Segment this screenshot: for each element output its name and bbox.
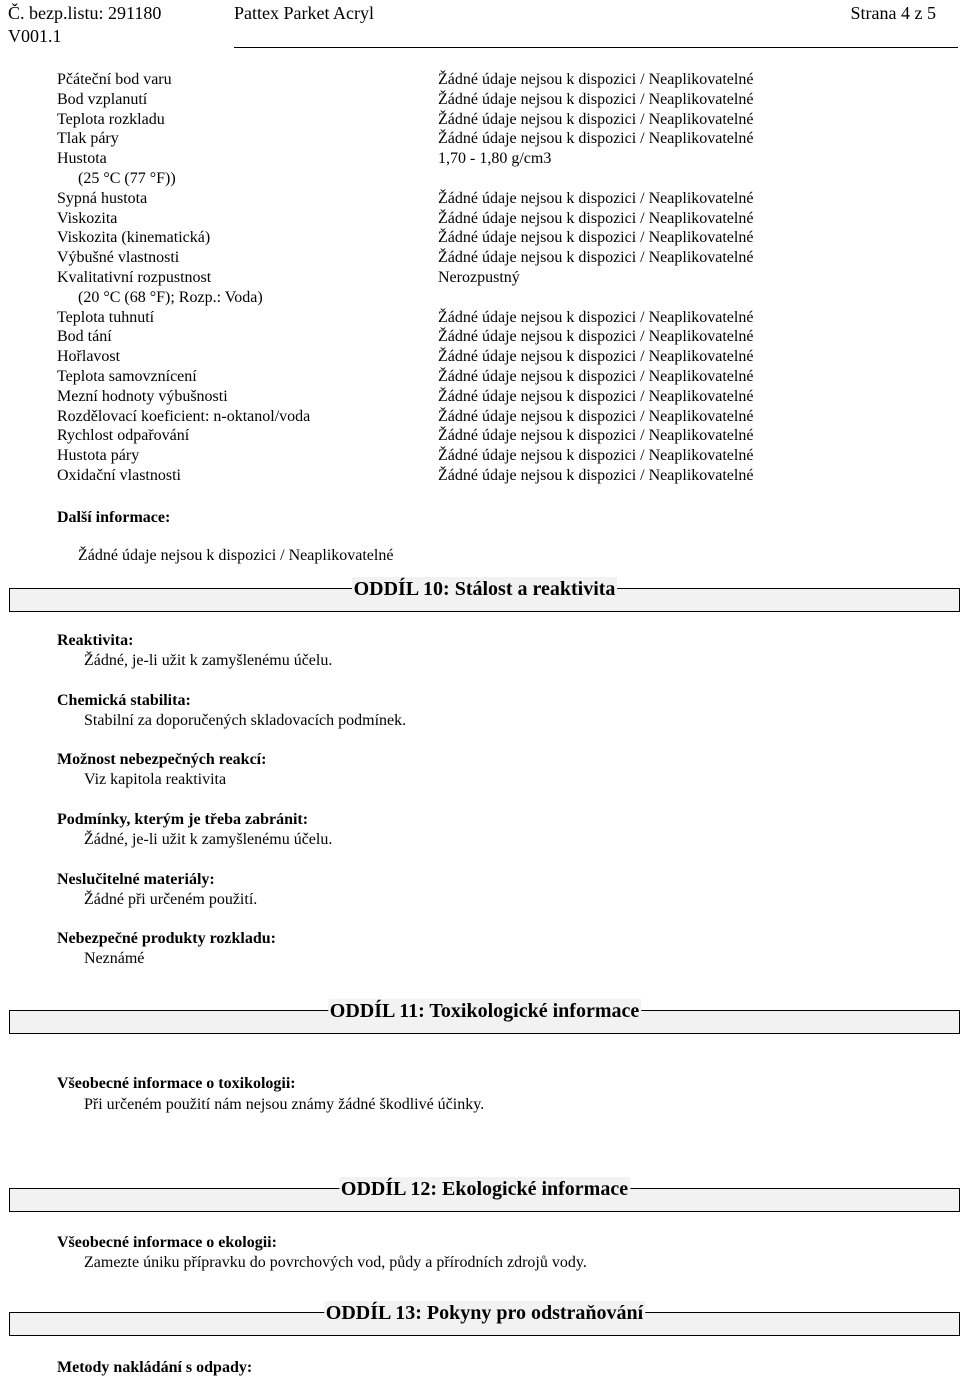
toxicology-heading: Všeobecné informace o toxikologii: bbox=[57, 1075, 296, 1092]
property-value: Žádné údaje nejsou k dispozici / Neaplikovatelné bbox=[438, 130, 754, 148]
property-value: Žádné údaje nejsou k dispozici / Neaplikovatelné bbox=[438, 447, 754, 465]
ecology-heading: Všeobecné informace o ekologii: bbox=[57, 1234, 277, 1251]
property-value: Žádné údaje nejsou k dispozici / Neaplikovatelné bbox=[438, 466, 754, 484]
property-label: Hořlavost bbox=[57, 348, 121, 366]
section-10-bar bbox=[9, 578, 960, 612]
property-label: Oxidační vlastnosti bbox=[57, 466, 181, 484]
incompatible-materials-text: Žádné při určeném použití. bbox=[84, 891, 258, 908]
property-row bbox=[57, 70, 937, 90]
property-label: Pčáteční bod varu bbox=[57, 71, 172, 88]
property-row bbox=[57, 110, 937, 130]
property-row bbox=[57, 169, 937, 189]
property-label: Viskozita bbox=[57, 209, 118, 227]
property-row bbox=[57, 466, 937, 486]
decomposition-products-heading: Nebezpečné produkty rozkladu: bbox=[57, 930, 276, 947]
other-info-heading: Další informace: bbox=[57, 509, 171, 526]
property-value: Žádné údaje nejsou k dispozici / Neaplikovatelné bbox=[438, 348, 754, 366]
property-row bbox=[57, 189, 937, 209]
property-row bbox=[57, 209, 937, 229]
property-label: Bod vzplanutí bbox=[57, 90, 148, 108]
section-12-title: ODDÍL 12: Ekologické informace bbox=[340, 1178, 629, 1200]
property-label: Hustota bbox=[57, 150, 107, 168]
incompatible-materials-heading: Neslučitelné materiály: bbox=[57, 871, 215, 888]
header-divider bbox=[234, 47, 958, 48]
property-value: Žádné údaje nejsou k dispozici / Neaplikovatelné bbox=[438, 249, 754, 267]
property-row bbox=[57, 367, 937, 387]
property-value: Nerozpustný bbox=[438, 268, 520, 286]
section-11-title: ODDÍL 11: Toxikologické informace bbox=[329, 1000, 640, 1022]
sds-number: Č. bezp.listu: 291180 bbox=[8, 3, 162, 23]
property-row bbox=[57, 248, 937, 268]
properties-table bbox=[57, 70, 937, 486]
property-value: Žádné údaje nejsou k dispozici / Neaplikovatelné bbox=[438, 367, 754, 385]
property-label: (25 °C (77 °F)) bbox=[78, 169, 176, 187]
property-row bbox=[57, 347, 937, 367]
property-row bbox=[57, 407, 937, 427]
toxicology-text: Při určeném použití nám nejsou známy žádné škodlivé účinky. bbox=[84, 1096, 485, 1113]
property-row bbox=[57, 268, 937, 288]
property-label: Mezní hodnoty výbušnosti bbox=[57, 387, 228, 405]
property-row bbox=[57, 446, 937, 466]
property-row bbox=[57, 149, 937, 169]
property-value: Žádné údaje nejsou k dispozici / Neaplikovatelné bbox=[438, 387, 754, 405]
other-info-text: Žádné údaje nejsou k dispozici / Neaplikovatelné bbox=[78, 547, 394, 564]
property-label: Tlak páry bbox=[57, 130, 119, 148]
hazardous-reactions-text: Viz kapitola reaktivita bbox=[84, 771, 227, 788]
property-value: Žádné údaje nejsou k dispozici / Neaplikovatelné bbox=[438, 407, 754, 425]
property-value: Žádné údaje nejsou k dispozici / Neaplikovatelné bbox=[438, 209, 754, 227]
section-13-title: ODDÍL 13: Pokyny pro odstraňování bbox=[325, 1302, 644, 1324]
property-row bbox=[57, 129, 937, 149]
property-label: Teplota samovznícení bbox=[57, 367, 197, 385]
chemical-stability-text: Stabilní za doporučených skladovacích podmínek. bbox=[84, 712, 407, 729]
property-label: Teplota rozkladu bbox=[57, 110, 165, 128]
reactivity-heading: Reaktivita: bbox=[57, 632, 134, 649]
property-label: Rozdělovací koeficient: n-oktanol/voda bbox=[57, 407, 311, 425]
property-label: Výbušné vlastnosti bbox=[57, 249, 180, 267]
property-label: Viskozita (kinematická) bbox=[57, 229, 211, 247]
property-value: Žádné údaje nejsou k dispozici / Neaplikovatelné bbox=[438, 90, 754, 108]
section-13-bar bbox=[9, 1302, 960, 1336]
version-number: V001.1 bbox=[8, 26, 62, 46]
property-label: (20 °C (68 °F); Rozp.: Voda) bbox=[78, 288, 263, 306]
property-value: Žádné údaje nejsou k dispozici / Neaplikovatelné bbox=[438, 427, 754, 445]
section-10-title: ODDÍL 10: Stálost a reaktivita bbox=[353, 578, 616, 600]
conditions-to-avoid-heading: Podmínky, kterým je třeba zabránit: bbox=[57, 811, 309, 828]
reactivity-text: Žádné, je-li užit k zamyšlenému účelu. bbox=[84, 652, 333, 669]
section-11-bar bbox=[9, 1000, 960, 1034]
property-label: Kvalitativní rozpustnost bbox=[57, 268, 212, 286]
section-12-bar bbox=[9, 1178, 960, 1212]
property-row bbox=[57, 387, 937, 407]
property-row bbox=[57, 90, 937, 110]
property-value: Žádné údaje nejsou k dispozici / Neaplikovatelné bbox=[438, 189, 754, 207]
product-name: Pattex Parket Acryl bbox=[234, 3, 374, 23]
page-number: Strana 4 z 5 bbox=[850, 3, 936, 23]
property-row bbox=[57, 228, 937, 248]
property-label: Teplota tuhnutí bbox=[57, 308, 155, 326]
property-row bbox=[57, 426, 937, 446]
property-row bbox=[57, 327, 937, 347]
property-value: Žádné údaje nejsou k dispozici / Neaplikovatelné bbox=[438, 110, 754, 128]
property-value: 1,70 - 1,80 g/cm3 bbox=[438, 150, 552, 168]
chemical-stability-heading: Chemická stabilita: bbox=[57, 692, 191, 709]
property-label: Bod tání bbox=[57, 328, 112, 346]
waste-methods-heading: Metody nakládání s odpady: bbox=[57, 1359, 253, 1376]
property-label: Rychlost odpařování bbox=[57, 427, 190, 445]
ecology-text: Zamezte úniku přípravku do povrchových vod, půdy a přírodních zdrojů vody. bbox=[84, 1254, 587, 1271]
property-row bbox=[57, 288, 937, 308]
property-value: Žádné údaje nejsou k dispozici / Neaplikovatelné bbox=[438, 229, 754, 247]
property-label: Sypná hustota bbox=[57, 189, 148, 207]
decomposition-products-text: Neznámé bbox=[84, 950, 145, 967]
conditions-to-avoid-text: Žádné, je-li užit k zamyšlenému účelu. bbox=[84, 831, 333, 848]
hazardous-reactions-heading: Možnost nebezpečných reakcí: bbox=[57, 751, 267, 768]
property-value: Žádné údaje nejsou k dispozici / Neaplikovatelné bbox=[438, 308, 754, 326]
property-label: Hustota páry bbox=[57, 447, 140, 465]
property-value: Žádné údaje nejsou k dispozici / Neaplikovatelné bbox=[438, 71, 754, 88]
property-row bbox=[57, 308, 937, 328]
property-value: Žádné údaje nejsou k dispozici / Neaplikovatelné bbox=[438, 328, 754, 346]
